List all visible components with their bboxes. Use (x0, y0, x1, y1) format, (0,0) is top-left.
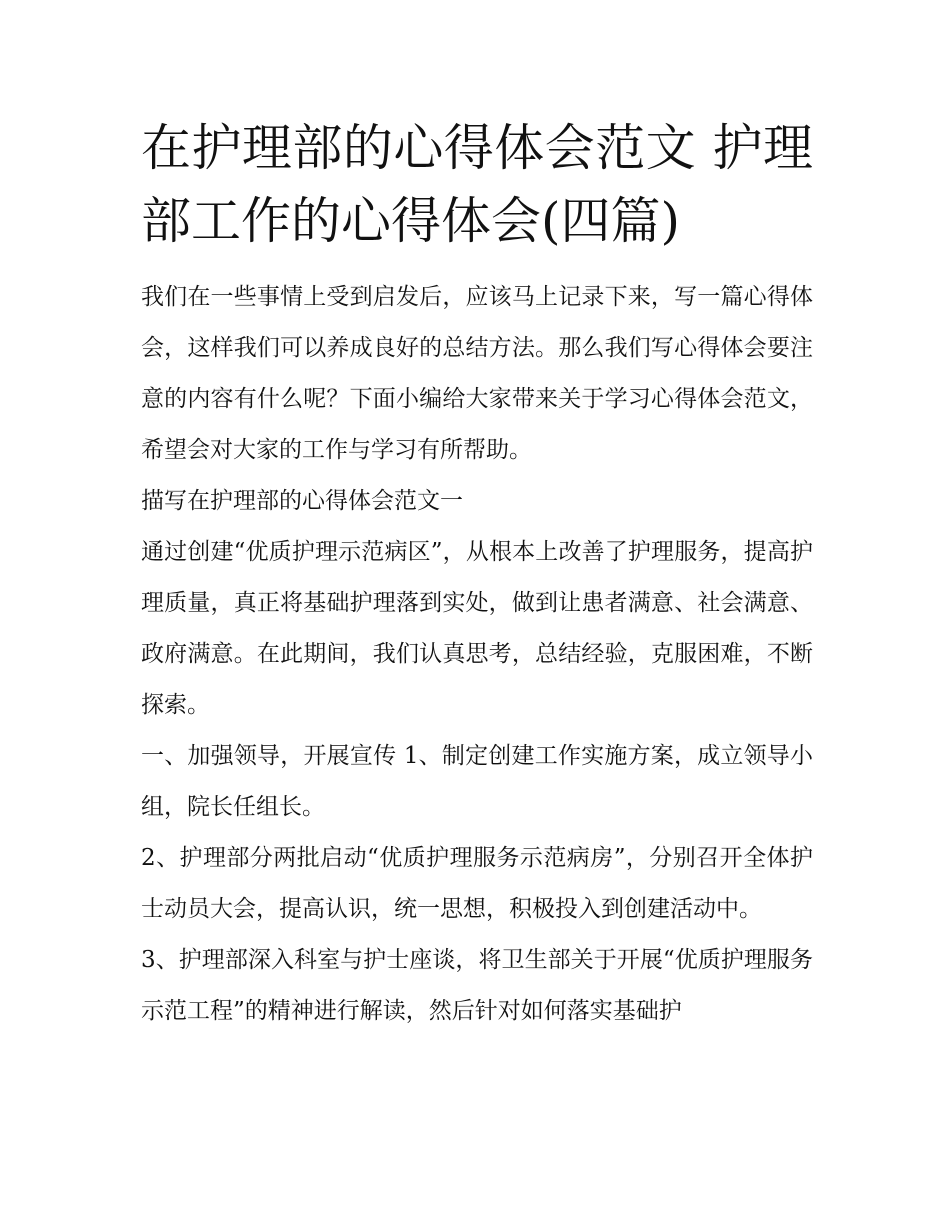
document-title: 在护理部的心得体会范文 护理部工作的心得体会(四篇) (141, 119, 813, 250)
body-paragraph: 3、护理部深入科室与护士座谈，将卫生部关于开展“优质护理服务示范工程”的精神进行解读，然后针对如何落实基础护 (141, 947, 813, 1024)
document-content (141, 112, 813, 1037)
body-paragraph: 2、护理部分两批启动“优质护理服务示范病房”，分别召开全体护士动员大会，提高认识，统一思想，积极投入到创建活动中。 (141, 845, 813, 922)
body-paragraph: 通过创建“优质护理示范病区”，从根本上改善了护理服务，提高护理质量，真正将基础护理落到实处，做到让患者满意、社会满意、政府满意。在此期间，我们认真思考，总结经验，克服困难，不断探索。 (141, 539, 813, 718)
intro-paragraph: 我们在一些事情上受到启发后，应该马上记录下来，写一篇心得体会，这样我们可以养成良好的总结方法。那么我们写心得体会要注意的内容有什么呢？下面小编给大家带来关于学习心得体会范文，希望会对大家的工作与学习有所帮助。 (141, 284, 813, 463)
section-heading: 描写在护理部的心得体会范文一 (141, 488, 463, 514)
document-body (141, 272, 813, 1037)
body-paragraph: 一、加强领导，开展宣传 1、制定创建工作实施方案，成立领导小组，院长任组长。 (141, 743, 813, 820)
